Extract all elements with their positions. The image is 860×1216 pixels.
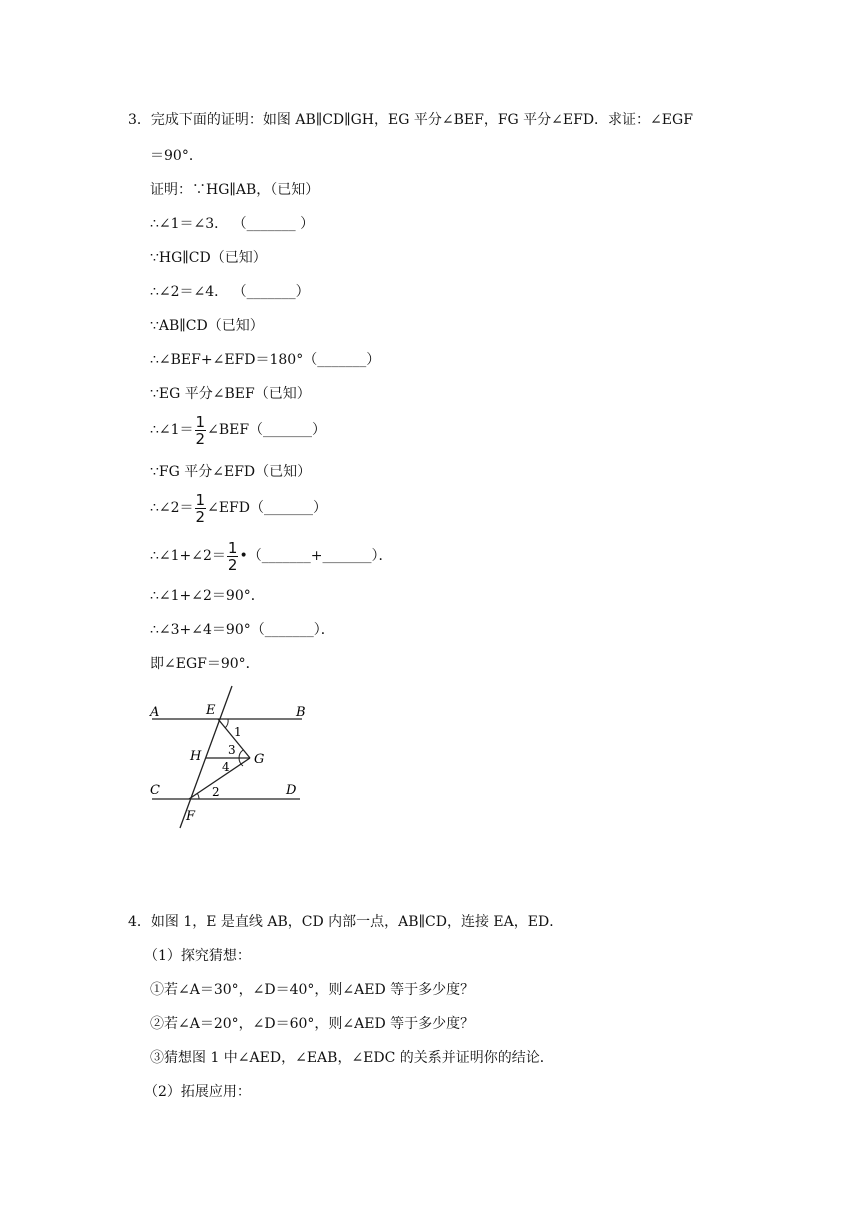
step8-prefix: ∴∠1＝ xyxy=(150,422,194,438)
step8-suffix: ∠BEF（_______） xyxy=(207,422,327,438)
proof-step-3: ∵HG∥CD（已知） xyxy=(150,250,267,266)
label-g: G xyxy=(254,752,265,767)
proof-step-4: ∴∠2＝∠4． （_______） xyxy=(150,284,310,300)
fraction-numerator: 1 xyxy=(195,490,206,509)
q4-item-2: ②若∠A＝20°，∠D＝60°，则∠AED 等于多少度？ xyxy=(150,1016,475,1032)
label-d: D xyxy=(286,783,297,798)
proof-step-7: ∵EG 平分∠BEF（已知） xyxy=(150,386,311,402)
q4-item-3: ③猜想图 1 中∠AED，∠EAB，∠EDC 的关系并证明你的结论． xyxy=(150,1050,554,1066)
step11-suffix: •（_______+_______）． xyxy=(239,548,393,564)
step10-prefix: ∴∠2＝ xyxy=(150,500,194,516)
geometry-figure xyxy=(140,682,330,832)
q4-statement: 4．如图 1，E 是直线 AB，CD 内部一点，AB∥CD，连接 EA，ED． xyxy=(128,914,564,930)
q4-part-2-heading: （2）拓展应用： xyxy=(144,1084,251,1100)
step11-prefix: ∴∠1+∠2＝ xyxy=(150,548,226,564)
angle-arc-2 xyxy=(197,793,199,799)
q4-item-1: ①若∠A＝30°，∠D＝40°，则∠AED 等于多少度？ xyxy=(150,982,475,998)
proof-step-14: 即∠EGF＝90°． xyxy=(150,656,260,672)
fraction-numerator: 1 xyxy=(227,538,238,557)
label-2: 2 xyxy=(212,785,220,799)
proof-step-1: 证明：∵HG∥AB，（已知） xyxy=(150,182,320,198)
label-c: C xyxy=(150,783,160,798)
label-a: A xyxy=(150,705,160,720)
proof-step-10 xyxy=(150,490,327,526)
label-h: H xyxy=(190,749,202,764)
label-4: 4 xyxy=(222,760,230,774)
label-3: 3 xyxy=(228,743,236,757)
proof-step-5: ∵AB∥CD（已知） xyxy=(150,318,264,334)
fraction-one-half xyxy=(227,540,239,573)
proof-step-11 xyxy=(150,538,392,574)
label-e: E xyxy=(206,703,216,718)
fraction-one-half xyxy=(195,414,207,447)
q4-part-1-heading: （1）探究猜想： xyxy=(144,948,251,964)
q3-statement-line2: ＝90°． xyxy=(150,148,203,164)
proof-step-6: ∴∠BEF+∠EFD＝180°（_______） xyxy=(150,352,381,368)
proof-step-2: ∴∠1＝∠3． （_______ ） xyxy=(150,216,315,232)
proof-step-12: ∴∠1+∠2＝90°． xyxy=(150,588,265,604)
proof-step-13: ∴∠3+∠4＝90°（_______）． xyxy=(150,622,335,638)
step10-suffix: ∠EFD（_______） xyxy=(207,500,327,516)
label-1: 1 xyxy=(234,725,242,739)
label-f: F xyxy=(186,809,196,824)
fraction-denominator: 2 xyxy=(195,429,206,448)
proof-step-8 xyxy=(150,412,326,448)
label-b: B xyxy=(296,705,306,720)
proof-step-9: ∵FG 平分∠EFD（已知） xyxy=(150,464,312,480)
fraction-one-half xyxy=(195,492,207,525)
fraction-numerator: 1 xyxy=(195,412,206,431)
q3-statement-line1: 3．完成下面的证明：如图 AB∥CD∥GH，EG 平分∠BEF，FG 平分∠EFD．求证：∠EGF xyxy=(128,112,693,128)
fraction-denominator: 2 xyxy=(227,555,238,574)
fraction-denominator: 2 xyxy=(195,507,206,526)
angle-arc-1 xyxy=(225,719,228,728)
